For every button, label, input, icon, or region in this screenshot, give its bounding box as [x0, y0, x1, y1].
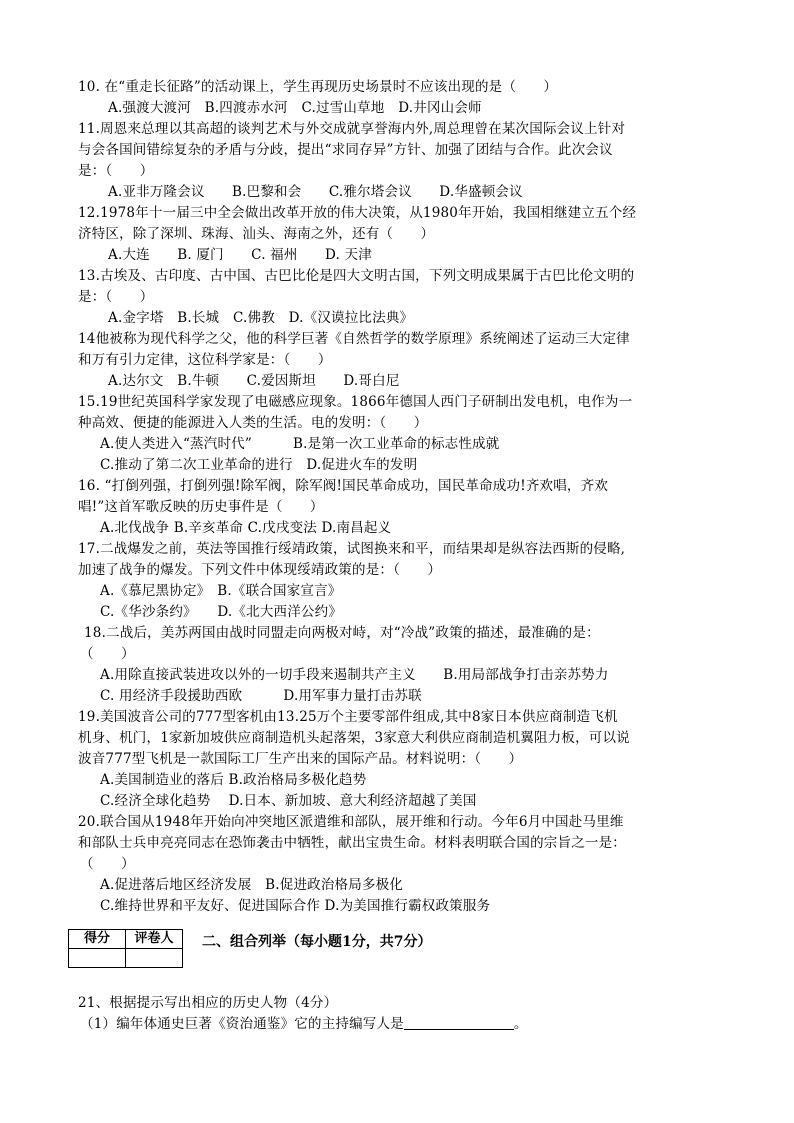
q14-stem-line2: 和万有引力定律，这位科学家是：（ ）	[78, 352, 332, 368]
score-header: 得分	[69, 930, 126, 949]
section-title: 二、组合列举（每小题1分，共7分）	[202, 934, 432, 950]
q21-sub1	[80, 1015, 528, 1033]
q10-stem: 10. 在“重走长征路”的活动课上，学生再现历史场景时不应该出现的是（ ）	[78, 79, 558, 95]
q19-options-cd: C.经济全球化趋势 D.日本、新加坡、意大利经济超越了美国	[100, 793, 477, 809]
q20-stem-line2: 和部队士兵申亮亮同志在恐饰袭击中牺牲，献出宝贵生命。材料表明联合国的宗旨之一是：	[78, 835, 626, 851]
score-cell[interactable]	[69, 949, 126, 968]
q15-options-cd: C.推动了第二次工业革命的进行 D.促进火车的发明	[100, 457, 418, 473]
q18-options-cd: C. 用经济手段援助西欧 D.用军事力量打击苏联	[100, 688, 422, 704]
q10-options: A.强渡大渡河 B.四渡赤水河 C.过雪山草地 D.井冈山会师	[108, 100, 482, 116]
q12-stem-line1: 12.1978年十一届三中全会做出改革开放的伟大决策，从1980年开始，我国相继建立五个经	[78, 205, 637, 221]
q13-stem-line1: 13.古埃及、古印度、古中国、古巴比伦是四大文明古国，下列文明成果属于古巴比伦文明的	[78, 268, 635, 284]
q11-options: A.亚非万隆会议 B.巴黎和会 C.雅尔塔会议 D.华盛顿会议	[108, 184, 523, 200]
q18-options-ab: A.用除直接武装进攻以外的一切手段来遏制共产主义 B.用局部战争打击亲苏势力	[100, 667, 609, 683]
q19-stem-line3: 波音777型飞机是一款国际工厂生产出来的国际产品。材料说明：（ ）	[78, 751, 523, 767]
q16-stem-line1: 16. “打倒列强，打倒列强!除军阀，除军阀!国民革命成功，国民革命成功!齐欢唱，齐欢	[78, 478, 609, 494]
q15-stem-line2: 种高效、便捷的能源进入人类的生活。电的发明：（ ）	[78, 415, 428, 431]
q20-options-cd: C.维持世界和平友好、促进国际合作 D.为美国推行霸权政策服务	[100, 898, 491, 914]
q11-stem-line1: 11.周恩来总理以其高超的谈判艺术与外交成就享誉海内外,周总理曾在某次国际会议上针对	[78, 121, 626, 137]
q17-stem-line1: 17.二战爆发之前，英法等国推行绥靖政策，试图换来和平，而结果却是纵容法西斯的侵略,	[78, 541, 626, 557]
q18-stem-line2: （ ）	[80, 646, 135, 662]
q17-options-ab: A.《慕尼黑协定》 B.《联合国家宣言》	[100, 583, 342, 599]
q11-stem-line2: 与会各国间错综复杂的矛盾与分歧，提出“求同存异”方针、加强了团结与合作。此次会议	[78, 142, 613, 158]
q20-stem-line1: 20.联合国从1948年开始向冲突地区派遣维和部队，展开维和行动。今年6月中国赴马里维	[78, 814, 624, 830]
q15-stem-line1: 15.19世纪英国科学家发现了电磁感应现象。1866年德国人西门子研制出发电机，电作为一	[78, 394, 633, 410]
q14-options: A.达尔文 B.牛顿 C.爱因斯坦 D.哥白尼	[108, 373, 400, 389]
q16-stem-line2: 唱!”这首军歌反映的历史事件是（ ）	[78, 499, 324, 515]
q19-options-ab: A.美国制造业的落后 B.政治格局多极化趋势	[100, 772, 367, 788]
q21-sub1-end: 。	[513, 1016, 528, 1032]
q12-stem-line2: 济特区，除了深圳、珠海、汕头、海南之外，还有（ ）	[78, 226, 435, 242]
q11-stem-line3: 是：（ ）	[78, 163, 154, 179]
answer-blank[interactable]	[404, 1015, 514, 1030]
grader-cell[interactable]	[126, 949, 183, 968]
q16-options: A.北伐战争 B.辛亥革命 C.戊戌变法 D.南昌起义	[100, 520, 392, 536]
q15-options-ab: A.使人类进入“蒸汽时代” B.是第一次工业革命的标志性成就	[100, 436, 500, 452]
q13-stem-line2: 是：（ ）	[78, 289, 154, 305]
q18-stem-line1: 18.二战后，美苏两国由战时同盟走向两极对峙，对“冷战”政策的描述，最准确的是：	[84, 625, 600, 641]
q17-stem-line2: 加速了战争的爆发。下列文件中体现绥靖政策的是：（ ）	[78, 562, 442, 578]
q17-options-cd: C.《华沙条约》 D.《北大西洋公约》	[100, 604, 343, 620]
q14-stem-line1: 14他被称为现代科学之父，他的科学巨著《自然哲学的数学原理》系统阐述了运动三大定律	[78, 331, 630, 347]
q20-stem-line3: （ ）	[80, 856, 135, 872]
grader-header: 评卷人	[126, 930, 183, 949]
q20-options-ab: A.促进落后地区经济发展 B.促进政治格局多极化	[100, 877, 404, 893]
q19-stem-line1: 19.美国波音公司的777型客机由13.25万个主要零部件组成,其中8家日本供应商制造飞机	[78, 709, 618, 725]
q13-options: A.金字塔 B.长城 C.佛教 D.《汉谟拉比法典》	[108, 310, 414, 326]
q12-options: A.大连 B. 厦门 C. 福州 D. 天津	[108, 247, 372, 263]
q19-stem-line2: 机身、机门，1家新加坡供应商制造机头起落架，3家意大利供应商制造机翼阻力板，可以说	[78, 730, 630, 746]
q21-prompt: 21、根据提示写出相应的历史人物（4分）	[78, 995, 338, 1011]
score-table	[68, 929, 183, 968]
q21-sub1-text: （1）编年体通史巨著《资治通鉴》它的主持编写人是	[80, 1016, 404, 1032]
